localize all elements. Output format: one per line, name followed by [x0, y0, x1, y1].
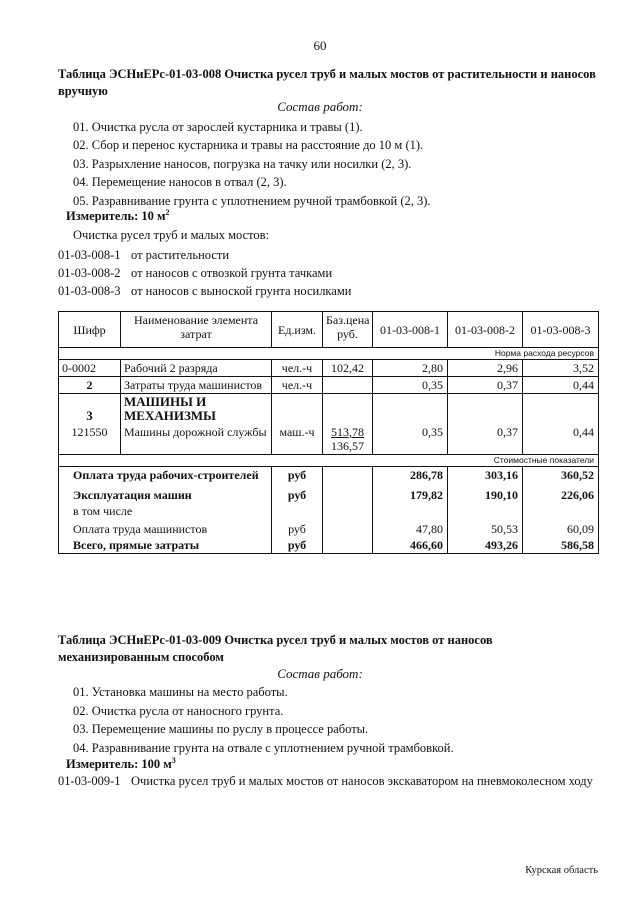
- code-list-008: [58, 246, 351, 300]
- header-col-2: 01-03-008-2: [448, 312, 523, 348]
- row-price: 102,42: [323, 360, 373, 377]
- works-heading-008: Состав работ:: [277, 99, 363, 114]
- work-item: 04. Перемещение наносов в отвал (2, 3).: [73, 175, 287, 190]
- row-price: [323, 424, 373, 455]
- row-name: в том числе: [59, 503, 272, 519]
- header-base-price: Баз.цена руб.: [323, 312, 373, 348]
- row-value-3: 0,44: [523, 377, 599, 394]
- header-unit: Ед.изм.: [272, 312, 323, 348]
- price-main: 513,78: [331, 425, 364, 439]
- work-item: 05. Разравнивание грунта с уплотнением ручной трамбовкой (2, 3).: [73, 193, 431, 208]
- norm-note: Норма расхода ресурсов: [59, 348, 599, 360]
- row-price: [323, 537, 373, 554]
- row-code: 121550: [59, 424, 121, 455]
- work-item: 02. Очистка русла от наносного грунта.: [73, 703, 284, 718]
- works-heading-009: Состав работ:: [277, 666, 363, 681]
- row-name: МАШИНЫ И МЕХАНИЗМЫ: [121, 394, 272, 425]
- row-value-2: 0,37: [448, 424, 523, 455]
- table-row: [59, 537, 599, 554]
- code: 01-03-008-2: [58, 266, 121, 280]
- meter-sup: 3: [171, 756, 176, 765]
- row-name: Оплата труда рабочих-строителей: [59, 467, 272, 484]
- row-name: Затраты труда машинистов: [121, 377, 272, 394]
- code-row: [58, 264, 351, 282]
- row-name: Эксплуатация машин: [59, 483, 272, 503]
- row-value-1: 0,35: [373, 424, 448, 455]
- table-row: [59, 503, 599, 519]
- works-list-008: [73, 118, 431, 210]
- row-price: [323, 377, 373, 394]
- row-unit: [272, 394, 323, 425]
- works-list-009: [73, 683, 454, 757]
- code-row: [58, 282, 351, 300]
- header-code: Шифр: [59, 312, 121, 348]
- row-value-2: [448, 394, 523, 425]
- table-title-008: Таблица ЭСНиЕРс-01-03-008 Очистка русел труб и малых мостов от растительности и наносов вручную: [58, 67, 596, 98]
- row-unit: руб: [272, 519, 323, 537]
- row-value-1: [373, 394, 448, 425]
- row-price: [323, 519, 373, 537]
- row-value-2: 2,96: [448, 360, 523, 377]
- row-price: [323, 483, 373, 503]
- row-value-1: 47,80: [373, 519, 448, 537]
- row-name: Машины дорожной службы: [121, 424, 272, 455]
- table-row: [59, 360, 599, 377]
- footer-region: Курская область: [525, 865, 598, 876]
- row-value-3: [523, 394, 599, 425]
- intro-008: Очистка русел труб и малых мостов:: [73, 228, 270, 242]
- price-secondary: 136,57: [331, 439, 364, 453]
- code-text: Очистка русел труб и малых мостов от наносов экскаватором на пневмоколесном ходу: [131, 774, 593, 788]
- meter-label: Измеритель: 100 м: [66, 757, 172, 772]
- work-item: 02. Сбор и перенос кустарника и травы на расстояние до 10 м (1).: [73, 138, 424, 153]
- row-value-3: 226,06: [523, 483, 599, 503]
- table-row: [59, 483, 599, 503]
- header-name: Наименование элемента затрат: [121, 312, 272, 348]
- cost-note-row: [59, 455, 599, 467]
- row-value-2: 303,16: [448, 467, 523, 484]
- row-value-3: 586,58: [523, 537, 599, 554]
- row-unit: руб: [272, 483, 323, 503]
- row-value-3: 60,09: [523, 519, 599, 537]
- row-unit: чел.-ч: [272, 377, 323, 394]
- row-unit: чел.-ч: [272, 360, 323, 377]
- work-item: 04. Разравнивание грунта на отвале с уплотнением ручной трамбовкой.: [73, 740, 454, 755]
- code: 01-03-008-3: [58, 284, 121, 298]
- row-value-2: 0,37: [448, 377, 523, 394]
- code-row: [58, 246, 351, 264]
- row-code: 0-0002: [59, 360, 121, 377]
- table-row: [59, 394, 599, 425]
- row-name: Рабочий 2 разряда: [121, 360, 272, 377]
- meter-008: [66, 208, 170, 224]
- row-price: [323, 394, 373, 425]
- meter-label: Измеритель: 10 м: [66, 209, 166, 224]
- code-row-009: [58, 773, 598, 789]
- work-item: 03. Перемещение машины по руслу в процессе работы.: [73, 722, 369, 737]
- row-code: 3: [59, 394, 121, 425]
- row-value-1: 2,80: [373, 360, 448, 377]
- meter-sup: 2: [165, 208, 170, 217]
- table-row: [59, 519, 599, 537]
- code: 01-03-008-1: [58, 248, 121, 262]
- row-name: Всего, прямые затраты: [59, 537, 272, 554]
- table-header-row: [59, 312, 599, 348]
- meter-009: [66, 756, 176, 772]
- row-value-2: 493,26: [448, 537, 523, 554]
- table-row: [59, 424, 599, 455]
- row-value-1: 0,35: [373, 377, 448, 394]
- header-col-1: 01-03-008-1: [373, 312, 448, 348]
- row-value-2: 50,53: [448, 519, 523, 537]
- table-row: [59, 377, 599, 394]
- work-item: 03. Разрыхление наносов, погрузка на тачку или носилки (2, 3).: [73, 156, 412, 171]
- code-text: от растительности: [131, 248, 230, 262]
- row-code: 2: [59, 377, 121, 394]
- table-title-009: Таблица ЭСНиЕРс-01-03-009 Очистка русел труб и малых мостов от наносов механизированным способом: [58, 633, 493, 664]
- row-value-3: 0,44: [523, 424, 599, 455]
- work-item: 01. Очистка русла от зарослей кустарника и травы (1).: [73, 120, 363, 134]
- page-number: 60: [313, 38, 327, 53]
- row-name: Оплата труда машинистов: [59, 519, 272, 537]
- work-item: 01. Установка машины на место работы.: [73, 685, 288, 699]
- row-price: [323, 467, 373, 484]
- table-row: [59, 467, 599, 484]
- code-text: от наносов с отвозкой грунта тачками: [131, 266, 333, 280]
- norm-note-row: [59, 348, 599, 360]
- row-unit: руб: [272, 467, 323, 484]
- row-value-1: 286,78: [373, 467, 448, 484]
- code: 01-03-009-1: [58, 774, 121, 788]
- row-unit: руб: [272, 537, 323, 554]
- row-value-2: 190,10: [448, 483, 523, 503]
- row-value-1: 179,82: [373, 483, 448, 503]
- row-unit: маш.-ч: [272, 424, 323, 455]
- row-value-1: 466,60: [373, 537, 448, 554]
- row-value-3: 360,52: [523, 467, 599, 484]
- cost-note: Стоимостные показатели: [59, 455, 599, 467]
- code-text: от наносов с выноской грунта носилками: [131, 284, 352, 298]
- row-value-3: 3,52: [523, 360, 599, 377]
- resource-table: [58, 311, 599, 554]
- header-col-3: 01-03-008-3: [523, 312, 599, 348]
